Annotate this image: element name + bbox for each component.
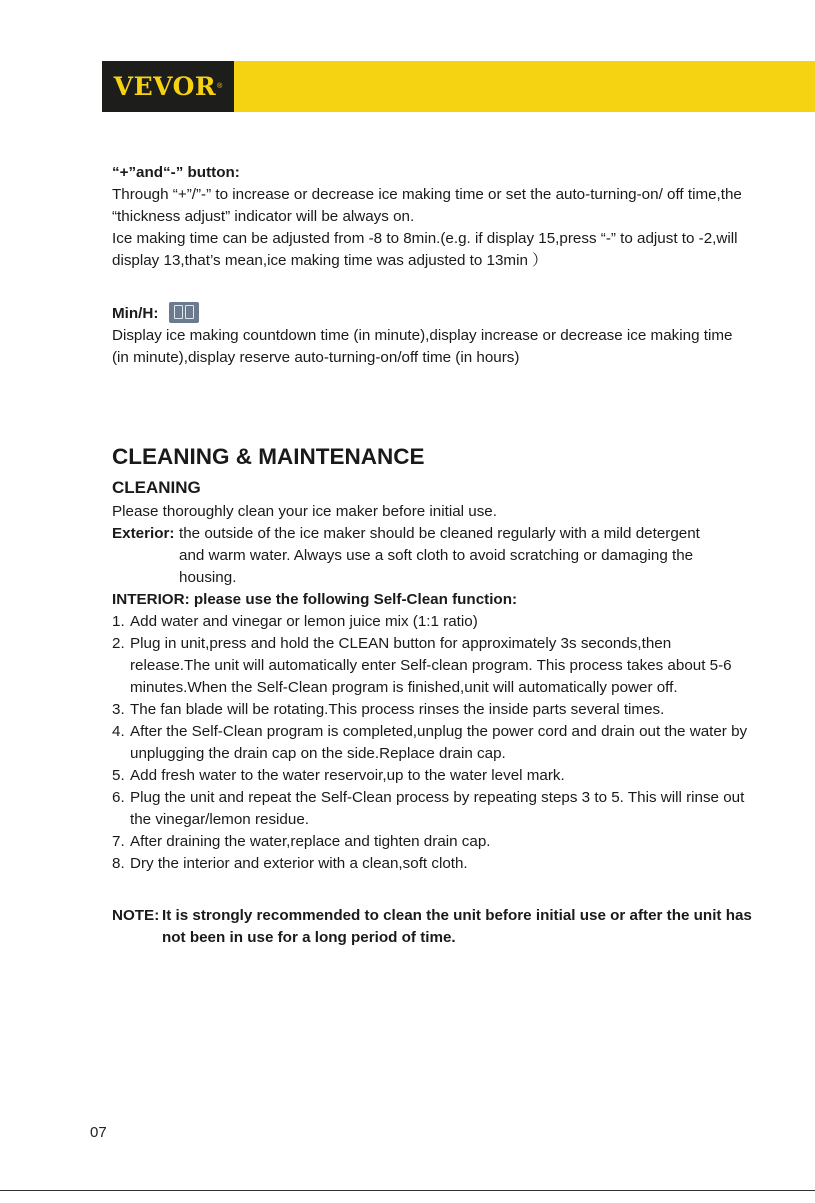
vevor-logo <box>102 61 234 112</box>
page-number: 07 <box>90 1124 107 1141</box>
list-item <box>112 831 752 853</box>
step-number: 8. <box>112 855 125 872</box>
list-item <box>112 765 752 787</box>
minh-heading: Min/H: <box>112 305 159 322</box>
step-text: Add water and vinegar or lemon juice mix (1:1 ratio) <box>130 613 478 630</box>
step-text: Plug in unit,press and hold the CLEAN button for approximately 3s seconds,then release.The unit will automatically enter Self-clean program. This process takes about 5-6 minutes.When the Self-Clean program is finished,unit will automatically power off. <box>130 635 732 696</box>
list-item <box>112 699 752 721</box>
list-item <box>112 611 752 633</box>
list-item <box>112 787 752 831</box>
cleaning-intro: Please thoroughly clean your ice maker before initial use. <box>112 503 497 520</box>
list-item <box>112 721 752 765</box>
bottom-divider <box>0 1190 815 1191</box>
step-text: After the Self-Clean program is completed,unplug the power cord and drain out the water by unplugging the drain cap on the side.Replace drain cap. <box>130 723 748 762</box>
list-item <box>112 633 752 699</box>
list-item <box>112 853 752 875</box>
logo-text: VEVOR <box>113 72 217 101</box>
step-number: 2. <box>112 635 125 652</box>
step-number: 1. <box>112 613 125 630</box>
cleaning-steps-list <box>112 611 752 875</box>
exterior-text-line-2: and warm water. Always use a soft cloth to avoid scratching or damaging the housing. <box>179 547 694 586</box>
minh-paragraph: Display ice making countdown time (in minute),display increase or decrease ice making time (in minute),display reserve auto-turning-on/off time (in hours) <box>112 327 733 366</box>
section-title: CLEANING & MAINTENANCE <box>112 444 425 469</box>
exterior-label: Exterior: <box>112 525 175 542</box>
step-number: 7. <box>112 833 125 850</box>
minh-heading-row <box>112 302 752 325</box>
interior-heading: INTERIOR: please use the following Self-Clean function: <box>112 591 518 608</box>
exterior-row <box>112 523 752 545</box>
page-content <box>112 162 752 949</box>
step-text: After draining the water,replace and tighten drain cap. <box>130 833 491 850</box>
step-number: 5. <box>112 767 125 784</box>
step-number: 4. <box>112 723 125 740</box>
subsection-title: CLEANING <box>112 478 201 497</box>
note-row <box>112 905 752 949</box>
buttons-paragraph-2: Ice making time can be adjusted from -8 to 8min.(e.g. if display 15,press “-” to adjust to -2,will display 13,that’s mean,ice making time was adjusted to 13min ） <box>112 230 738 269</box>
note-text: It is strongly recommended to clean the unit before initial use or after the unit has not been in use for a long period of time. <box>162 907 752 946</box>
step-text: The fan blade will be rotating.This process rinses the inside parts several times. <box>130 701 665 718</box>
exterior-text-line-1: the outside of the ice maker should be cleaned regularly with a mild detergent <box>179 525 700 542</box>
step-text: Plug the unit and repeat the Self-Clean process by repeating steps 3 to 5. This will rinse out the vinegar/lemon residue. <box>130 789 745 828</box>
step-text: Add fresh water to the water reservoir,up to the water level mark. <box>130 767 565 784</box>
step-number: 3. <box>112 701 125 718</box>
registered-mark: ® <box>217 83 223 90</box>
brand-header-bar <box>102 61 815 112</box>
buttons-paragraph-1: Through “+”/”-” to increase or decrease ice making time or set the auto-turning-on/ off time,the “thickness adjust” indicator will be always on. <box>112 186 742 225</box>
note-label: NOTE: <box>112 907 160 924</box>
buttons-heading: “+”and“-” button: <box>112 164 240 181</box>
step-number: 6. <box>112 789 125 806</box>
step-text: Dry the interior and exterior with a clean,soft cloth. <box>130 855 468 872</box>
seven-segment-display-icon <box>169 302 199 323</box>
